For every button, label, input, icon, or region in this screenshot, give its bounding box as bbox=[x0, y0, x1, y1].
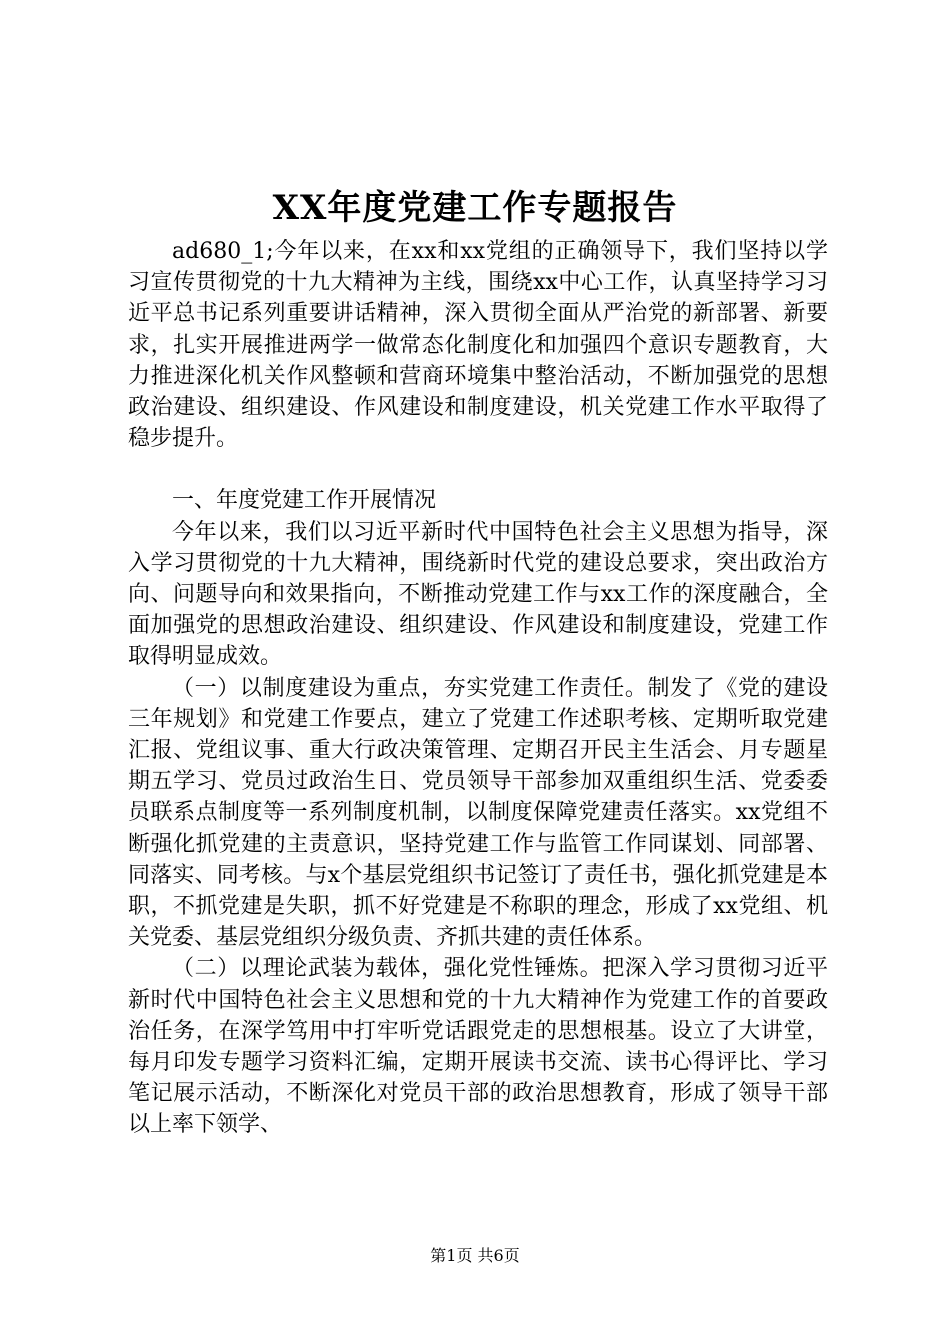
section-body-paragraph: 今年以来，我们以习近平新时代中国特色社会主义思想为指导，深入学习贯彻党的十九大精神，围绕新时代党的建设总要求，突出政治方向、问题导向和效果指向，不断推动党建工作与xx工作的深度融合，全面加强党的思想政治建设、组织建设、作风建设和制度建设，党建工作取得明显成效。 bbox=[128, 519, 828, 670]
item-one-paragraph: （一）以制度建设为重点，夯实党建工作责任。制发了《党的建设三年规划》和党建工作要点，建立了党建工作述职考核、定期听取党建汇报、党组议事、重大行政决策管理、定期召开民主生活会、月专题星期五学习、党员过政治生日、党员领导干部参加双重组织生活、党委委员联系点制度等一系列制度机制，以制度保障党建责任落实。xx党组不断强化抓党建的主责意识，坚持党建工作与监管工作同谋划、同部署、同落实、同考核。与x个基层党组织书记签订了责任书，强化抓党建是本职，不抓党建是失职，抓不好党建是不称职的理念，形成了xx党组、机关党委、基层党组织分级负责、齐抓共建的责任体系。 bbox=[128, 675, 828, 951]
section-heading: 一、年度党建工作开展情况 bbox=[172, 488, 437, 514]
page-footer: 第1页 共6页 bbox=[430, 1246, 520, 1265]
intro-paragraph: ad680_1;今年以来，在xx和xx党组的正确领导下，我们坚持以学习宣传贯彻党的十九大精神为主线，围绕xx中心工作，认真坚持学习习近平总书记系列重要讲话精神，深入贯彻全面从严治党的新部署、新要求，扎实开展推进两学一做常态化制度化和加强四个意识专题教育，大力推进深化机关作风整顿和营商环境集中整治活动，不断加强党的思想政治建设、组织建设、作风建设和制度建设，机关党建工作水平取得了稳步提升。 bbox=[128, 239, 828, 452]
document-body bbox=[128, 236, 828, 1141]
document-title: XX年度党建工作专题报告 bbox=[272, 188, 678, 228]
item-two-paragraph: （二）以理论武装为载体，强化党性锤炼。把深入学习贯彻习近平新时代中国特色社会主义思想和党的十九大精神作为党建工作的首要政治任务，在深学笃用中打牢听党话跟党走的思想根基。设立了大讲堂，每月印发专题学习资料汇编，定期开展读书交流、读书心得评比、学习笔记展示活动，不断深化对党员干部的政治思想教育，形成了领导干部以上率下领学、 bbox=[128, 956, 828, 1138]
